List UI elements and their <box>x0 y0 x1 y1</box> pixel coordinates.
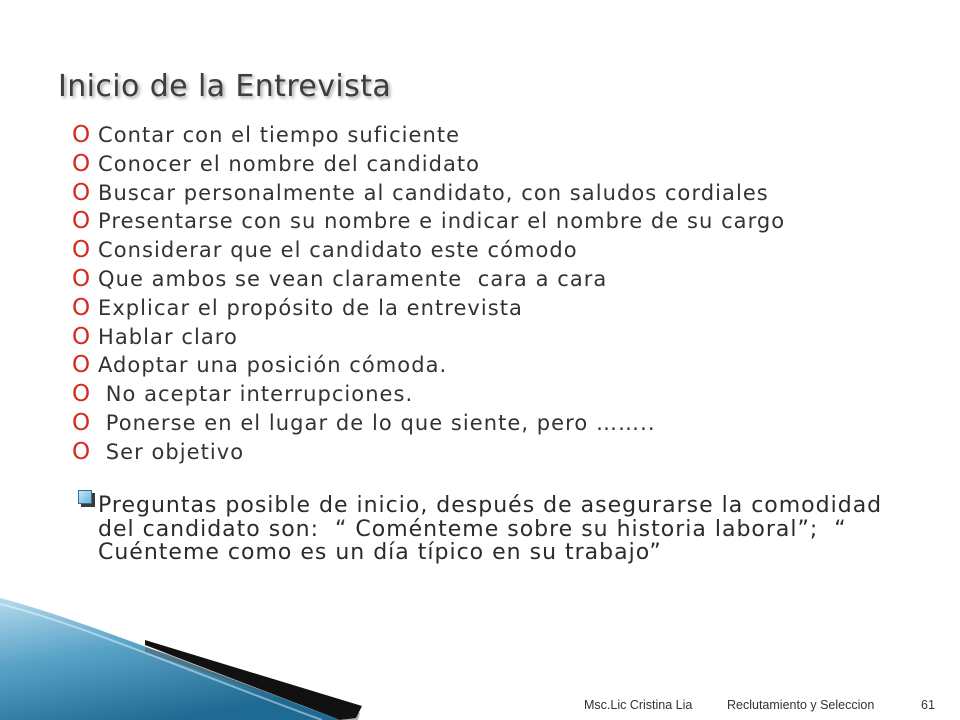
bullet-marker: O <box>72 237 91 264</box>
bullet-marker: O <box>72 265 91 292</box>
bullet-item <box>72 179 785 208</box>
slide-title: Inicio de la Entrevista <box>58 69 392 104</box>
bullet-text: Contar con el tiempo suficiente <box>98 123 461 147</box>
bullet-text: Conocer el nombre del candidato <box>98 151 481 176</box>
bullet-item <box>72 265 785 294</box>
bullet-item <box>72 150 785 179</box>
bullet-text: Adoptar una posición cómoda. <box>98 353 448 378</box>
bullet-marker: O <box>72 381 91 408</box>
bullet-marker: O <box>72 150 91 177</box>
note-paragraph: Preguntas posible de inicio, después de asegurarse la comodidad del candidato son: “ Coménteme sobre su historia laboral”; “ Cuénteme como es un día típico en su trabajo” <box>98 493 891 565</box>
bullet-text: Explicar el propósito de la entrevista <box>98 295 523 320</box>
square-bullet-icon <box>78 490 92 504</box>
bullet-marker: O <box>72 122 91 148</box>
bullet-text: Que ambos se vean claramente cara a cara <box>98 266 608 291</box>
bullet-marker: O <box>72 208 91 235</box>
footer-course: Reclutamiento y Seleccion <box>727 698 875 712</box>
bullet-marker: O <box>72 438 91 465</box>
corner-swoosh-decoration <box>0 590 380 720</box>
bullet-text: Buscar personalmente al candidato, con saludos cordiales <box>98 180 769 205</box>
page-number: 61 <box>921 698 935 712</box>
bullet-item <box>72 121 785 150</box>
bullet-item <box>72 236 785 265</box>
bullet-marker: O <box>72 179 91 206</box>
bullet-text: Ponerse en el lugar de lo que siente, pero …….. <box>98 410 656 435</box>
bullet-item <box>72 380 785 409</box>
bullet-text: No aceptar interrupciones. <box>98 382 414 407</box>
bullet-list <box>72 121 785 467</box>
bullet-item <box>72 323 785 352</box>
bullet-text: Considerar que el candidato este cómodo <box>98 238 578 263</box>
bullet-marker: O <box>72 294 91 321</box>
bullet-item <box>72 294 785 323</box>
bullet-item <box>72 409 785 438</box>
bullet-item <box>72 207 785 236</box>
bullet-text: Presentarse con su nombre e indicar el nombre de su cargo <box>98 209 786 234</box>
bullet-marker: O <box>72 323 91 350</box>
footer-author: Msc.Lic Cristina Lia <box>584 698 693 712</box>
bullet-item <box>72 351 785 380</box>
bullet-marker: O <box>72 352 91 379</box>
bullet-text: Hablar claro <box>98 324 238 349</box>
bullet-marker: O <box>72 409 91 436</box>
bullet-text: Ser objetivo <box>98 439 245 464</box>
bullet-item <box>72 438 785 467</box>
